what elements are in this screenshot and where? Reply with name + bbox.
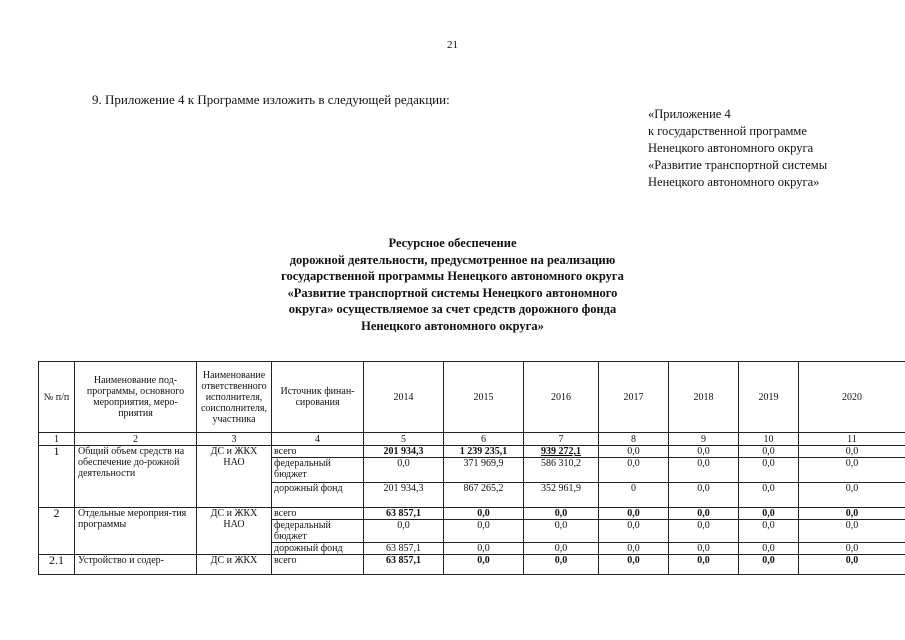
value-cell: 939 272,1 <box>524 446 599 458</box>
value-cell: 0,0 <box>599 508 669 520</box>
value-cell: 0,0 <box>444 555 524 575</box>
funding-source: федеральный бюджет <box>272 520 364 543</box>
value-cell: 586 310,2 <box>524 458 599 483</box>
header-year: 2020 <box>799 362 905 433</box>
value-cell: 0,0 <box>599 543 669 555</box>
value-cell: 0,0 <box>739 483 799 508</box>
value-cell: 0,0 <box>364 520 444 543</box>
value-cell: 0,0 <box>799 458 905 483</box>
section-executor: ДС и ЖКХ НАО <box>197 508 272 555</box>
value-cell: 0,0 <box>524 508 599 520</box>
title-line: дорожной деятельности, предусмотренное на реализацию <box>289 252 616 267</box>
intro-paragraph: 9. Приложение 4 к Программе изложить в следующей редакции: <box>92 92 450 107</box>
appendix-line: Ненецкого автономного округа <box>648 141 814 155</box>
section-name: Устройство и содер- <box>75 555 197 575</box>
value-cell: 201 934,3 <box>364 483 444 508</box>
table-row <box>39 508 905 520</box>
value-cell: 0,0 <box>669 543 739 555</box>
column-number: 3 <box>197 433 272 446</box>
value-cell: 0,0 <box>444 508 524 520</box>
column-number: 5 <box>364 433 444 446</box>
value-cell: 0,0 <box>599 520 669 543</box>
value-cell: 0,0 <box>599 555 669 575</box>
page-number: 21 <box>447 39 458 51</box>
title-line: округа» осуществляемое за счет средств дорожного фонда <box>288 302 617 317</box>
value-cell: 0,0 <box>739 520 799 543</box>
value-cell: 63 857,1 <box>364 508 444 520</box>
value-cell: 0,0 <box>739 508 799 520</box>
value-cell: 0,0 <box>739 543 799 555</box>
value-cell: 0,0 <box>524 555 599 575</box>
value-cell: 0,0 <box>799 508 905 520</box>
funding-source: дорожный фонд <box>272 543 364 555</box>
resource-table <box>38 361 905 575</box>
value-cell: 0,0 <box>524 520 599 543</box>
column-number: 7 <box>524 433 599 446</box>
table-row <box>39 446 905 458</box>
value-cell: 0,0 <box>739 446 799 458</box>
header-source: Источник финан-сирования <box>272 362 364 433</box>
header-num: № п/п <box>39 362 75 433</box>
header-year: 2019 <box>739 362 799 433</box>
section-number: 1 <box>39 446 75 508</box>
funding-source: всего <box>272 555 364 575</box>
value-cell: 0,0 <box>739 555 799 575</box>
appendix-line: «Развитие транспортной системы <box>648 158 828 172</box>
column-number: 8 <box>599 433 669 446</box>
header-name: Наименование под-программы, основного мероприятия, меро-приятия <box>75 362 197 433</box>
document-title <box>200 235 705 335</box>
funding-source: всего <box>272 446 364 458</box>
table-row <box>39 555 905 575</box>
title-line: «Развитие транспортной системы Ненецкого автономного <box>287 285 618 300</box>
value-cell: 63 857,1 <box>364 543 444 555</box>
header-executor: Наименование ответственного исполнителя, соисполнителя, участника <box>197 362 272 433</box>
value-cell: 0,0 <box>669 446 739 458</box>
funding-source: всего <box>272 508 364 520</box>
value-cell: 0,0 <box>799 446 905 458</box>
column-number: 6 <box>444 433 524 446</box>
appendix-line: к государственной программе <box>648 124 807 138</box>
header-year: 2018 <box>669 362 739 433</box>
value-cell: 0,0 <box>799 555 905 575</box>
value-cell: 0,0 <box>669 555 739 575</box>
table-header-row <box>39 362 905 433</box>
column-number: 1 <box>39 433 75 446</box>
value-cell: 0,0 <box>799 520 905 543</box>
section-executor: ДС и ЖКХ <box>197 555 272 575</box>
title-line: Ненецкого автономного округа» <box>361 318 544 333</box>
title-line: государственной программы Ненецкого автономного округа <box>281 269 624 284</box>
value-cell: 0,0 <box>669 520 739 543</box>
section-number: 2 <box>39 508 75 555</box>
value-cell: 0,0 <box>799 483 905 508</box>
section-name: Общий объем средств на обеспечение до-рожной деятельности <box>75 446 197 508</box>
value-cell: 867 265,2 <box>444 483 524 508</box>
funding-source: дорожный фонд <box>272 483 364 508</box>
appendix-line: «Приложение 4 <box>648 107 731 121</box>
column-number-row <box>39 433 905 446</box>
funding-source: федеральный бюджет <box>272 458 364 483</box>
section-number: 2.1 <box>39 555 75 575</box>
value-cell: 0 <box>599 483 669 508</box>
value-cell: 0,0 <box>799 543 905 555</box>
section-name: Отдельные мероприя-тия программы <box>75 508 197 555</box>
value-cell: 0,0 <box>444 543 524 555</box>
header-year: 2014 <box>364 362 444 433</box>
value-cell: 352 961,9 <box>524 483 599 508</box>
value-cell: 0,0 <box>364 458 444 483</box>
title-line: Ресурсное обеспечение <box>388 236 517 250</box>
header-year: 2016 <box>524 362 599 433</box>
value-cell: 0,0 <box>669 458 739 483</box>
value-cell: 371 969,9 <box>444 458 524 483</box>
appendix-line: Ненецкого автономного округа» <box>648 175 820 189</box>
header-year: 2017 <box>599 362 669 433</box>
value-cell: 0,0 <box>599 446 669 458</box>
column-number: 4 <box>272 433 364 446</box>
column-number: 9 <box>669 433 739 446</box>
column-number: 10 <box>739 433 799 446</box>
section-executor: ДС и ЖКХ НАО <box>197 446 272 508</box>
value-cell: 1 239 235,1 <box>444 446 524 458</box>
column-number: 2 <box>75 433 197 446</box>
value-cell: 201 934,3 <box>364 446 444 458</box>
appendix-heading <box>648 106 827 191</box>
header-year: 2015 <box>444 362 524 433</box>
value-cell: 0,0 <box>599 458 669 483</box>
value-cell: 63 857,1 <box>364 555 444 575</box>
value-cell: 0,0 <box>669 483 739 508</box>
column-number: 11 <box>799 433 905 446</box>
value-cell: 0,0 <box>669 508 739 520</box>
value-cell: 0,0 <box>444 520 524 543</box>
value-cell: 0,0 <box>524 543 599 555</box>
value-cell: 0,0 <box>739 458 799 483</box>
